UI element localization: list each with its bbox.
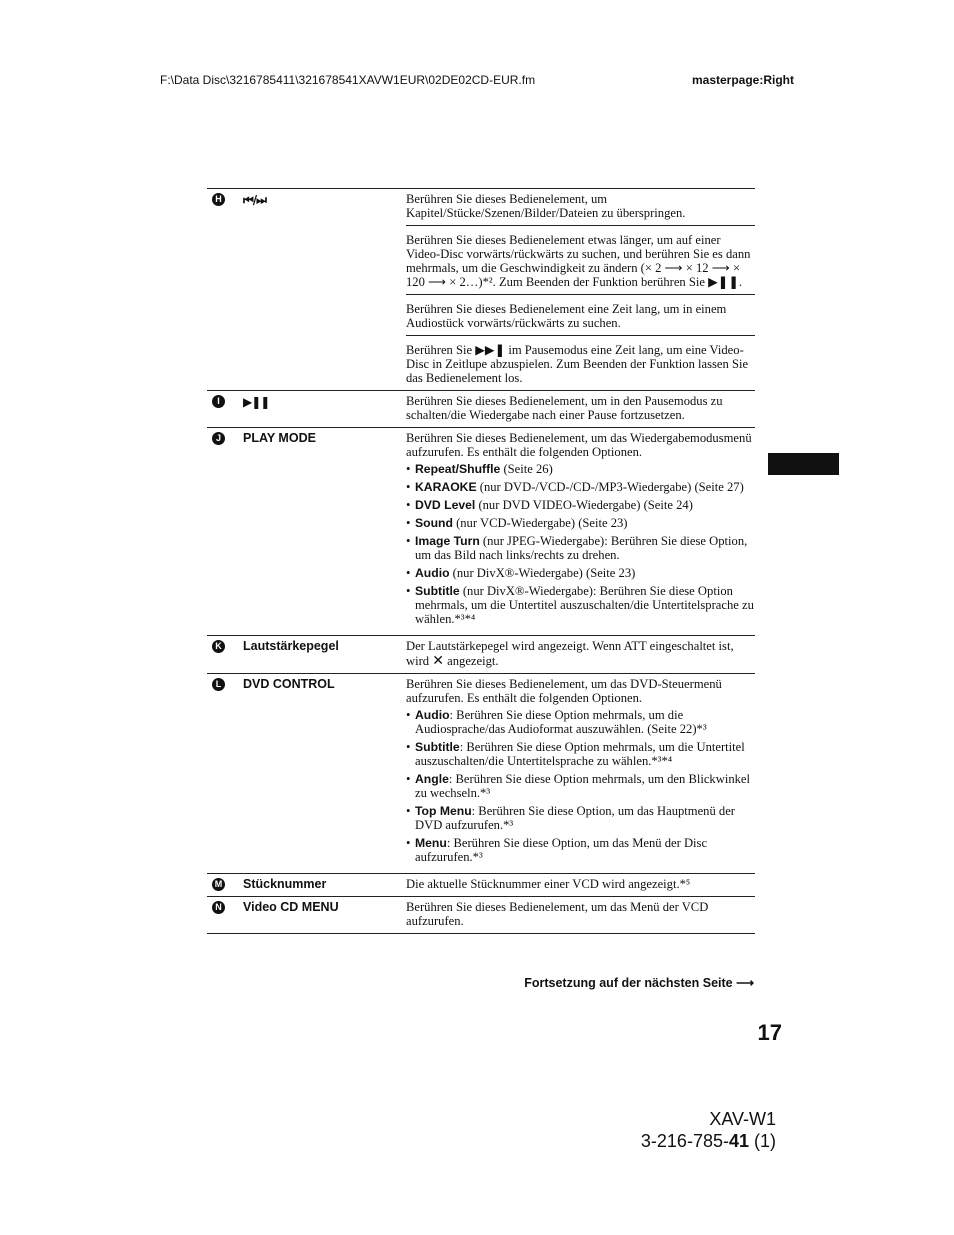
list-item: • Angle: Berühren Sie diese Option mehrmals, um den Blickwinkel zu wechseln.*³ — [406, 772, 755, 800]
table-row-l — [207, 674, 755, 874]
table-row-m — [207, 874, 755, 897]
row-l-intro: Berühren Sie dieses Bedienelement, um das DVD-Steuermenü aufzurufen. Es enthält die folgenden Optionen. — [406, 677, 722, 705]
list-item: • Repeat/Shuffle (Seite 26) — [406, 462, 755, 476]
dvd-control-options — [406, 708, 755, 864]
table-row-h — [207, 189, 755, 391]
list-item: • Subtitle (nur DivX®-Wiedergabe): Berühren Sie diese Option mehrmals, um die Untertitel auszuschalten/die Untertitelsprache zu wählen.*³*⁴ — [406, 584, 755, 626]
continued-next-page: Fortsetzung auf der nächsten Seite ⟶ — [524, 976, 754, 990]
list-item: • KARAOKE (nur DVD-/VCD-/CD-/MP3-Wiedergabe) (Seite 27) — [406, 480, 755, 494]
badge-i: I — [212, 395, 225, 408]
badge-k: K — [212, 640, 225, 653]
page-number: 17 — [757, 1020, 782, 1045]
row-h-desc-3: Berühren Sie dieses Bedienelement eine Zeit lang, um in einem Audiostück vorwärts/rückwärts zu suchen. — [406, 294, 755, 335]
row-n-label: Video CD MENU — [243, 900, 339, 914]
section-tab-marker — [768, 453, 839, 475]
row-k-label: Lautstärkepegel — [243, 639, 339, 653]
att-icon: ✕ — [432, 652, 444, 668]
list-item: • Audio: Berühren Sie diese Option mehrmals, um die Audiosprache/das Audioformat auszuwählen. (Seite 22)*³ — [406, 708, 755, 736]
table-row-k — [207, 636, 755, 674]
list-item: • Menu: Berühren Sie diese Option, um das Menü der Disc aufzurufen.*³ — [406, 836, 755, 864]
row-m-label: Stücknummer — [243, 877, 327, 891]
badge-h: H — [212, 193, 225, 206]
row-n-description: Berühren Sie dieses Bedienelement, um das Menü der VCD aufzurufen. — [406, 900, 709, 928]
table-row-j — [207, 428, 755, 636]
row-m-description: Die aktuelle Stücknummer einer VCD wird angezeigt.*⁵ — [406, 877, 691, 891]
row-h-desc-1: Berühren Sie dieses Bedienelement, um Kapitel/Stücke/Szenen/Bilder/Dateien zu überspringen. — [406, 192, 686, 220]
row-i-description: Berühren Sie dieses Bedienelement, um in den Pausemodus zu schalten/die Wiedergabe nach einer Pause fortzusetzen. — [406, 394, 723, 422]
row-h-desc-4: Berühren Sie ▶▶❚ im Pausemodus eine Zeit lang, um eine Video-Disc in Zeitlupe abzuspielen. Zum Beenden der Funktion lassen Sie das Bedienelement los. — [406, 335, 755, 390]
part-code: 3-216-785-41 (1) — [640, 1131, 776, 1151]
play-mode-options — [406, 462, 755, 626]
badge-m: M — [212, 878, 225, 891]
row-l-label: DVD CONTROL — [243, 677, 335, 691]
list-item: • Audio (nur DivX®-Wiedergabe) (Seite 23) — [406, 566, 755, 580]
play-pause-icon: ▶❚❚ — [243, 395, 270, 409]
controls-table — [207, 188, 755, 934]
badge-l: L — [212, 678, 225, 691]
prev-next-icon: ⏮/⏭ — [243, 193, 266, 207]
row-j-intro: Berühren Sie dieses Bedienelement, um das Wiedergabemodusmenü aufzurufen. Es enthält die folgenden Optionen. — [406, 431, 752, 459]
list-item: • Sound (nur VCD-Wiedergabe) (Seite 23) — [406, 516, 755, 530]
row-j-label: PLAY MODE — [243, 431, 316, 445]
model-name: XAV-W1 — [709, 1109, 776, 1129]
list-item: • Top Menu: Berühren Sie diese Option, um das Hauptmenü der DVD aufzurufen.*³ — [406, 804, 755, 832]
row-j-description — [406, 428, 755, 635]
header-file-path: F:\Data Disc\3216785411\321678541XAVW1EUR\02DE02CD-EUR.fm — [160, 73, 536, 87]
list-item: • Subtitle: Berühren Sie diese Option mehrmals, um die Untertitel auszuschalten/die Untertitelsprache zu wählen.*³*⁴ — [406, 740, 755, 768]
list-item: • Image Turn (nur JPEG-Wiedergabe): Berühren Sie diese Option, um das Bild nach links/rechts zu drehen. — [406, 534, 755, 562]
table-row-i — [207, 391, 755, 428]
header-masterpage: masterpage:Right — [691, 73, 794, 87]
table-row-n — [207, 897, 755, 934]
row-l-description — [406, 674, 755, 873]
list-item: • DVD Level (nur DVD VIDEO-Wiedergabe) (Seite 24) — [406, 498, 755, 512]
row-h-description — [406, 189, 755, 390]
badge-n: N — [212, 901, 225, 914]
model-code-block — [641, 1108, 776, 1152]
row-k-description: Der Lautstärkepegel wird angezeigt. Wenn ATT eingeschaltet ist, wird ✕ angezeigt. — [406, 639, 734, 668]
badge-j: J — [212, 432, 225, 445]
row-h-desc-2: Berühren Sie dieses Bedienelement etwas länger, um auf einer Video-Disc vorwärts/rückwärts zu suchen, und berühren Sie es dann mehrmals, um die Geschwindigkeit zu ändern (× 2 ⟶ × 12 ⟶ × 120 ⟶ × 2…)*². Zum Beenden der Funktion berühren Sie ▶❚❚. — [406, 225, 755, 294]
